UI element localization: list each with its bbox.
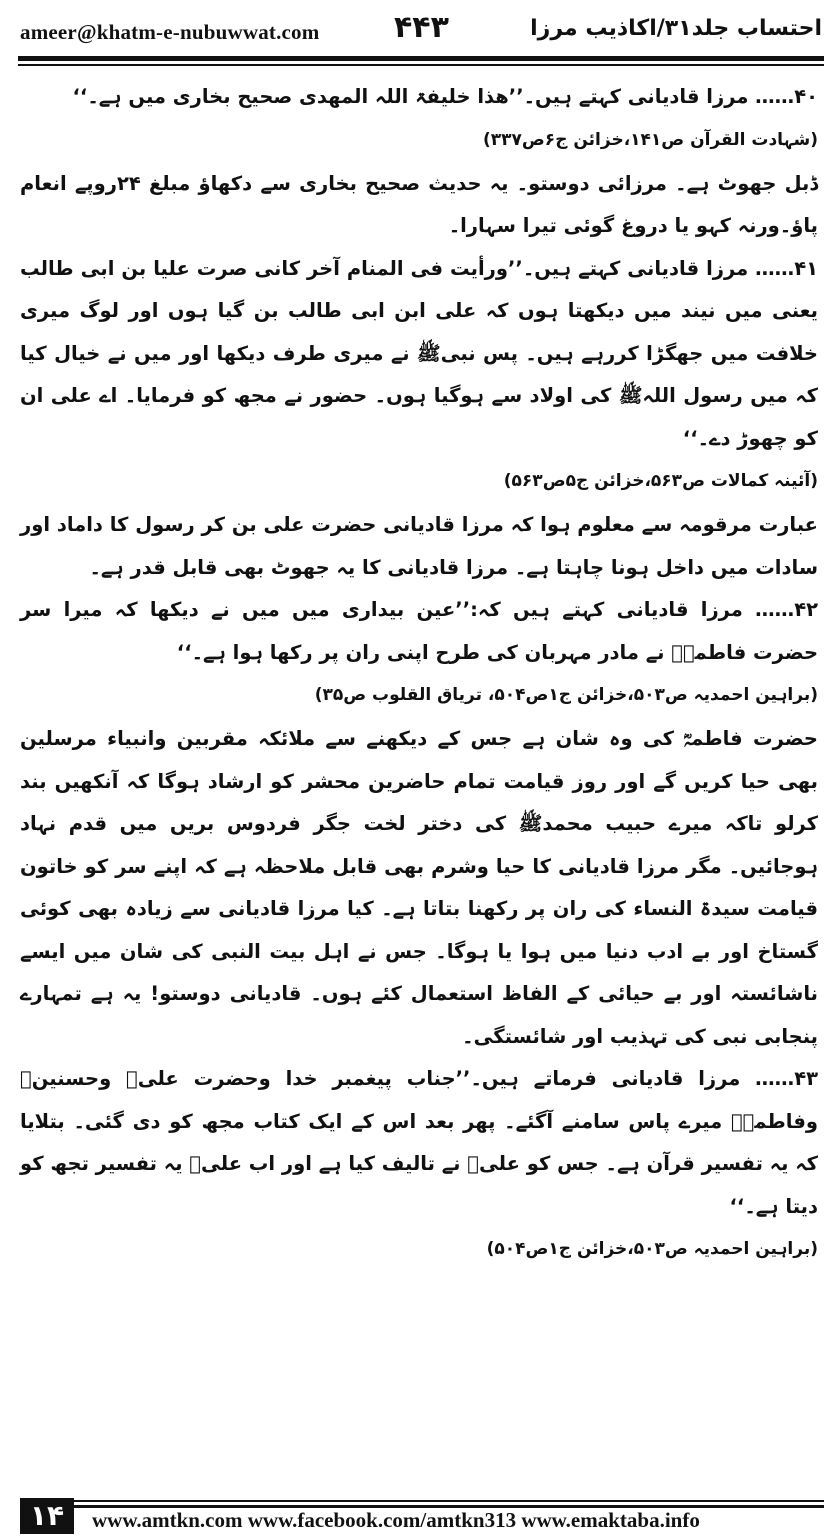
footer-page-number: ۱۴ [20, 1498, 74, 1534]
paragraph-43: ۴۳…… مرزا قادیانی فرماتے ہیں۔’’جناب پیغمبر خدا وحضرت علیؓ وحسنینؓ وفاطمہؓ میرے پاس سامنے آگئے۔ پھر بعد اس کے ایک کتاب مجھ کو دی گئی۔ بتلایا کہ یہ تفسیر قرآن ہے۔ جس کو علیؓ نے تالیف کیا ہے اور اب علیؓ یہ تفسیر تجھ کو دیتا ہے۔‘‘ [20, 1067, 818, 1218]
paragraph-42: ۴۲…… مرزا قادیانی کہتے ہیں کہ:’’عین بیداری میں میں نے دیکھا کہ میرا سر حضرت فاطمہؓ نے مادر مہربان کی طرح اپنی ران پر رکھا ہوا ہے۔‘‘ [20, 598, 818, 664]
page-body [20, 76, 818, 1272]
footer-rule-thin [74, 1500, 824, 1502]
paragraph-commentary-3: حضرت فاطمہؓ کی وہ شان ہے جس کے دیکھنے سے ملائکہ مقربین وانبیاء مرسلین بھی حیا کریں گے اور روز قیامت تمام حاضرین محشر کو ارشاد ہوگا کہ آنکھیں بند کرلو تاکہ میرے حبیب محمدﷺ کی دختر لخت جگر فردوس بریں میں قدم نہاد ہوجائیں۔ مگر مرزا قادیانی کا حیا وشرم بھی قابل ملاحظہ ہے کہ اپنے سر کو خاتون قیامت سیدۃ النساء کی ران پر رکھنا بتاتا ہے۔ کیا مرزا قادیانی سے زیادہ بھی کوئی گستاخ اور بے ادب دنیا میں ہوا یا ہوگا۔ جس نے اہل بیت النبی کی شان میں ایسے ناشائستہ اور بے حیائی کے الفاظ استعمال کئے ہوں۔ قادیانی دوستو! یہ ہے تمہارے پنجابی نبی کی تہذیب اور شائستگی۔ [20, 727, 818, 1048]
header-email: ameer@khatm-e-nubuwwat.com [20, 20, 320, 44]
header-rule-thin [18, 64, 824, 66]
header-rule-thick [18, 56, 824, 61]
page-footer [0, 1494, 840, 1540]
reference-2: (آئینہ کمالات ص۵۶۳،خزائن ج۵ص۵۶۳) [503, 471, 818, 491]
footer-urls: www.amtkn.com www.facebook.com/amtkn313 www.emaktaba.info [92, 1508, 700, 1532]
paragraph-41: ۴۱…… مرزا قادیانی کہتے ہیں۔’’ورأیت فی المنام آخر کانی صرت علیا بن ابی طالب یعنی میں نیند میں دیکھتا ہوں کہ علی ابن ابی طالب بن گیا ہوں اور لوگ میری خلافت میں جھگڑا کررہے ہیں۔ پس نبیﷺ نے میری طرف دیکھا اور میں نے خیال کیا کہ میں رسول اللہﷺ کی اولاد سے ہوگیا ہوں۔ حضور نے مجھ کو فرمایا۔ اے علی ان کو چھوڑ دے۔‘‘ [20, 256, 818, 450]
reference-4: (براہین احمدیہ ص۵۰۳،خزائن ج۱ص۵۰۴) [486, 1239, 818, 1259]
paragraph-commentary-1: ڈبل جھوٹ ہے۔ مرزائی دوستو۔ یہ حدیث صحیح بخاری سے دکھاؤ مبلغ ۲۴روپے انعام پاؤ۔ورنہ کہو یا دروغ گوئی تیرا سہارا۔ [20, 171, 819, 237]
reference-3: (براہین احمدیہ ص۵۰۳،خزائن ج۱ص۵۰۴، تریاق القلوب ص۳۵) [314, 685, 818, 705]
paragraph-commentary-2: عبارت مرقومہ سے معلوم ہوا کہ مرزا قادیانی حضرت علی بن کر رسول کا داماد اور سادات میں داخل ہونا چاہتا ہے۔ مرزا قادیانی کا یہ جھوٹ بھی قابل قدر ہے۔ [20, 513, 818, 579]
page-header [18, 10, 824, 50]
paragraph-40: ۴۰…… مرزا قادیانی کہتے ہیں۔’’ھذا خلیفۃ اللہ المھدی صحیح بخاری میں ہے۔‘‘ [72, 85, 818, 108]
header-page-number: ۴۴۳ [394, 10, 449, 45]
reference-1: (شہادت القرآن ص۱۴۱،خزائن ج۶ص۳۳۷) [483, 129, 818, 150]
header-title: احتساب جلد۳۱/اکاذیب مرزا [530, 16, 822, 41]
